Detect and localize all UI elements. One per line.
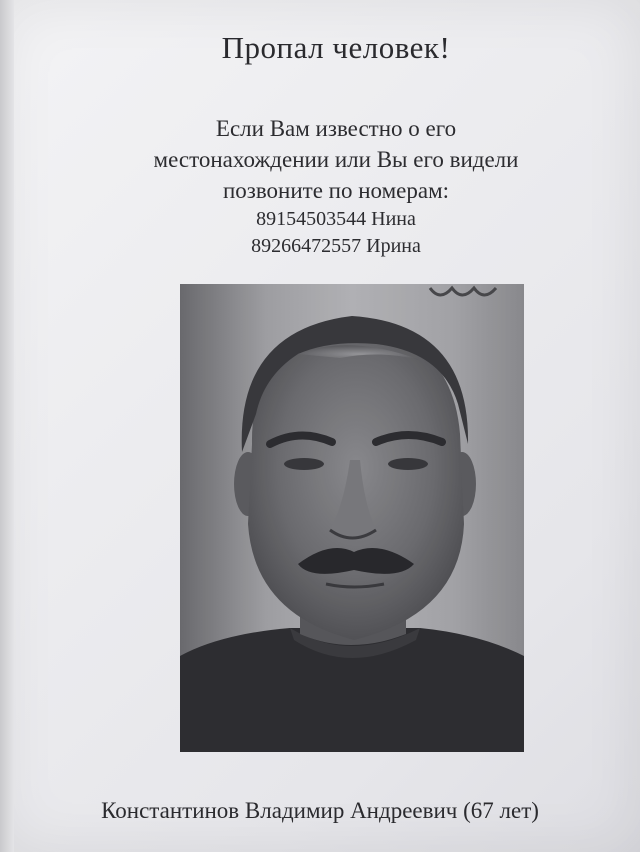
message-line: местонахождении или Вы его видели	[153, 147, 519, 172]
poster-message	[0, 113, 640, 260]
contact-phone-irina: 89266472557 Ирина	[251, 235, 421, 257]
message-line: Если Вам известно о его	[215, 116, 457, 141]
message-line: позвоните по номерам:	[222, 178, 450, 203]
portrait-image	[180, 284, 524, 752]
person-name-age: Константинов Владимир Андреевич (67 лет)	[101, 798, 539, 823]
poster-title: Пропал человек!	[221, 30, 451, 65]
contact-phone-nina: 89154503544 Нина	[256, 208, 416, 230]
missing-person-photo	[180, 284, 524, 752]
